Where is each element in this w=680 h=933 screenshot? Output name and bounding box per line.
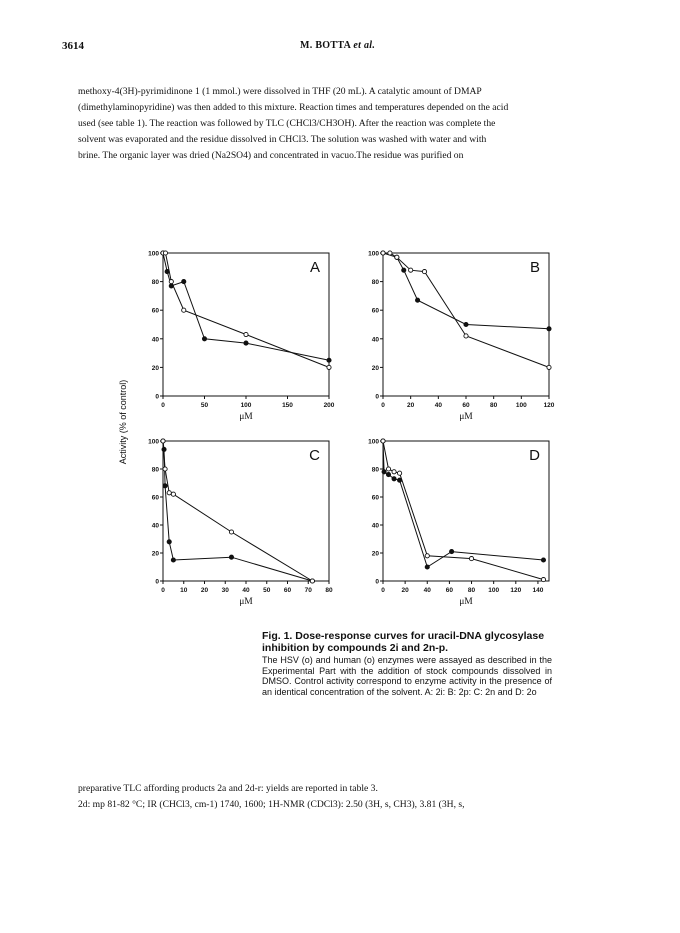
x-tick-label: 70 (304, 587, 312, 594)
y-tick-label: 100 (368, 250, 379, 258)
data-point-filled (386, 473, 390, 477)
data-point-open (422, 269, 426, 273)
plot-frame (383, 441, 549, 581)
data-point-filled (382, 470, 386, 474)
data-point-open (547, 365, 551, 369)
panel-letter: A (309, 259, 320, 276)
data-point-filled (244, 341, 248, 345)
data-point-filled (541, 558, 545, 562)
y-tick-label: 20 (371, 364, 379, 372)
data-point-open (229, 530, 233, 534)
x-tick-label: 30 (221, 587, 229, 594)
y-tick-label: 60 (151, 307, 159, 315)
y-tick-label: 40 (371, 336, 379, 344)
y-tick-label: 80 (151, 279, 159, 287)
data-point-open (182, 308, 186, 312)
x-tick-label: 150 (282, 402, 293, 409)
panel-letter: C (309, 447, 320, 464)
data-point-filled (229, 555, 233, 559)
x-tick-label: 140 (532, 587, 544, 594)
panel-letter: D (529, 447, 540, 464)
data-point-open (381, 439, 385, 443)
x-axis-label: μM (239, 597, 253, 607)
x-tick-label: 100 (515, 402, 527, 409)
top-text-line: solvent was evaporated and the residue dissolved in CHCl3. The solution was washed with water and with (78, 134, 487, 145)
data-point-open (409, 268, 413, 272)
data-point-open (167, 491, 171, 495)
data-point-open (469, 557, 473, 561)
data-point-filled (392, 477, 396, 481)
plot-frame (163, 441, 329, 581)
data-point-filled (402, 268, 406, 272)
y-tick-label: 60 (371, 307, 379, 315)
data-point-filled (450, 550, 454, 554)
series-line-open (163, 253, 329, 367)
x-tick-label: 60 (283, 587, 292, 594)
chart-panel-d (368, 439, 549, 608)
x-tick-label: 40 (434, 402, 442, 409)
data-point-open (425, 554, 429, 558)
y-tick-label: 80 (371, 466, 379, 474)
data-point-open (398, 471, 402, 475)
y-tick-label: 20 (151, 550, 159, 558)
data-point-filled (415, 298, 419, 302)
header-et-al: et al. (353, 40, 376, 51)
data-point-filled (202, 337, 206, 341)
x-tick-label: 20 (407, 402, 415, 409)
x-tick-label: 0 (381, 587, 385, 594)
x-tick-label: 60 (462, 402, 470, 409)
bottom-text-line: preparative TLC affording products 2a and 2d-r: yields are reported in table 3. (78, 783, 378, 794)
y-tick-label: 80 (151, 466, 159, 474)
x-tick-label: 0 (381, 402, 385, 409)
series-line-filled (383, 253, 549, 329)
series-line-open (163, 441, 312, 581)
chart-panel-a (148, 251, 335, 423)
data-point-open (386, 467, 390, 471)
data-point-open (327, 365, 331, 369)
x-tick-label: 0 (161, 587, 165, 594)
caption-body: The HSV (o) and human (o) enzymes were assayed as described in the Experimental Part with the addition of stock compounds dissolved in DMSO. Control activity correspond to enzyme activity in the presence of an identical concentration of the solvent. A: 2i: B: 2p: C: 2n and D: 2o (262, 655, 552, 697)
data-point-open (244, 332, 248, 336)
x-tick-label: 60 (445, 587, 454, 594)
top-text-line: methoxy-4(3H)-pyrimidinone 1 (1 mmol.) were dissolved in THF (20 mL). A catalytic amount of DMAP (78, 86, 482, 97)
data-point-open (464, 334, 468, 338)
data-point-filled (163, 484, 167, 488)
series-line-open (383, 253, 549, 367)
chart-panel-b (368, 251, 555, 423)
x-tick-label: 50 (200, 402, 209, 409)
y-tick-label: 100 (148, 250, 159, 258)
y-tick-label: 100 (368, 438, 379, 446)
data-point-filled (182, 280, 186, 284)
y-tick-label: 0 (155, 393, 159, 401)
data-point-filled (425, 565, 429, 569)
y-tick-label: 40 (151, 336, 159, 344)
figure-y-axis-label: Activity (% of control) (118, 379, 128, 465)
x-tick-label: 20 (401, 587, 409, 594)
data-point-open (392, 470, 396, 474)
x-tick-label: 20 (200, 587, 209, 594)
series-line-filled (383, 441, 544, 567)
y-tick-label: 0 (375, 393, 379, 401)
x-axis-label: μM (459, 597, 473, 607)
data-point-open (541, 578, 545, 582)
x-tick-label: 50 (263, 587, 271, 594)
data-point-filled (547, 327, 551, 331)
data-point-filled (167, 540, 171, 544)
data-point-filled (327, 358, 331, 362)
x-tick-label: 100 (240, 402, 252, 409)
data-point-open (163, 467, 167, 471)
x-tick-label: 40 (242, 587, 250, 594)
data-point-open (395, 255, 399, 259)
x-tick-label: 10 (180, 587, 188, 594)
x-axis-label: μM (239, 412, 253, 422)
y-tick-label: 60 (371, 494, 379, 502)
caption-title: Fig. 1. Dose-response curves for uracil-DNA glycosylase inhibition by compounds 2i and 2n-p. (262, 630, 545, 654)
series-line-filled (163, 441, 312, 581)
plot-frame (163, 253, 329, 396)
x-tick-label: 200 (323, 402, 335, 409)
y-tick-label: 20 (151, 364, 159, 372)
series-line-open (383, 441, 544, 580)
top-text-line: used (see table 1). The reaction was followed by TLC (CHCl3/CH3OH). After the reaction was complete the (78, 118, 496, 129)
x-tick-label: 0 (161, 402, 165, 409)
data-point-open (161, 439, 165, 443)
chart-panel-c (148, 439, 333, 608)
data-point-open (169, 280, 173, 284)
data-point-open (310, 579, 314, 583)
y-tick-label: 0 (375, 578, 379, 586)
panel-letter: B (529, 259, 540, 276)
y-tick-label: 100 (148, 438, 159, 446)
x-tick-label: 80 (325, 587, 333, 594)
bottom-text-line: 2d: mp 81-82 °C; IR (CHCl3, cm-1) 1740, 1600; 1H-NMR (CDCl3): 2.50 (3H, s, CH3), 3.81 (3H, s, (78, 799, 465, 810)
data-point-open (388, 251, 392, 255)
data-point-filled (171, 558, 175, 562)
figure-caption (262, 630, 552, 697)
x-tick-label: 40 (423, 587, 431, 594)
x-tick-label: 80 (490, 402, 498, 409)
data-point-filled (464, 322, 468, 326)
x-tick-label: 120 (543, 402, 555, 409)
bottom-paragraph (78, 781, 610, 813)
top-text-line: (dimethylaminopyridine) was then added to this mixture. Reaction times and temperatures depended on the acid (78, 102, 509, 113)
x-axis-label: μM (459, 412, 473, 422)
y-tick-label: 40 (371, 522, 379, 530)
header-authors: M. BOTTA (300, 40, 351, 51)
y-tick-label: 0 (155, 578, 159, 586)
data-point-open (171, 492, 175, 496)
x-tick-label: 80 (467, 587, 476, 594)
y-tick-label: 40 (151, 522, 159, 530)
data-point-open (163, 251, 167, 255)
y-tick-label: 80 (371, 279, 379, 287)
x-tick-label: 120 (510, 587, 522, 594)
y-tick-label: 60 (151, 494, 159, 502)
y-tick-label: 20 (371, 550, 379, 558)
page-number: 3614 (62, 40, 84, 52)
top-text-line: brine. The organic layer was dried (Na2SO4) and concentrated in vacuo.The residue was purified on (78, 150, 464, 161)
data-point-open (381, 251, 385, 255)
x-tick-label: 100 (488, 587, 500, 594)
